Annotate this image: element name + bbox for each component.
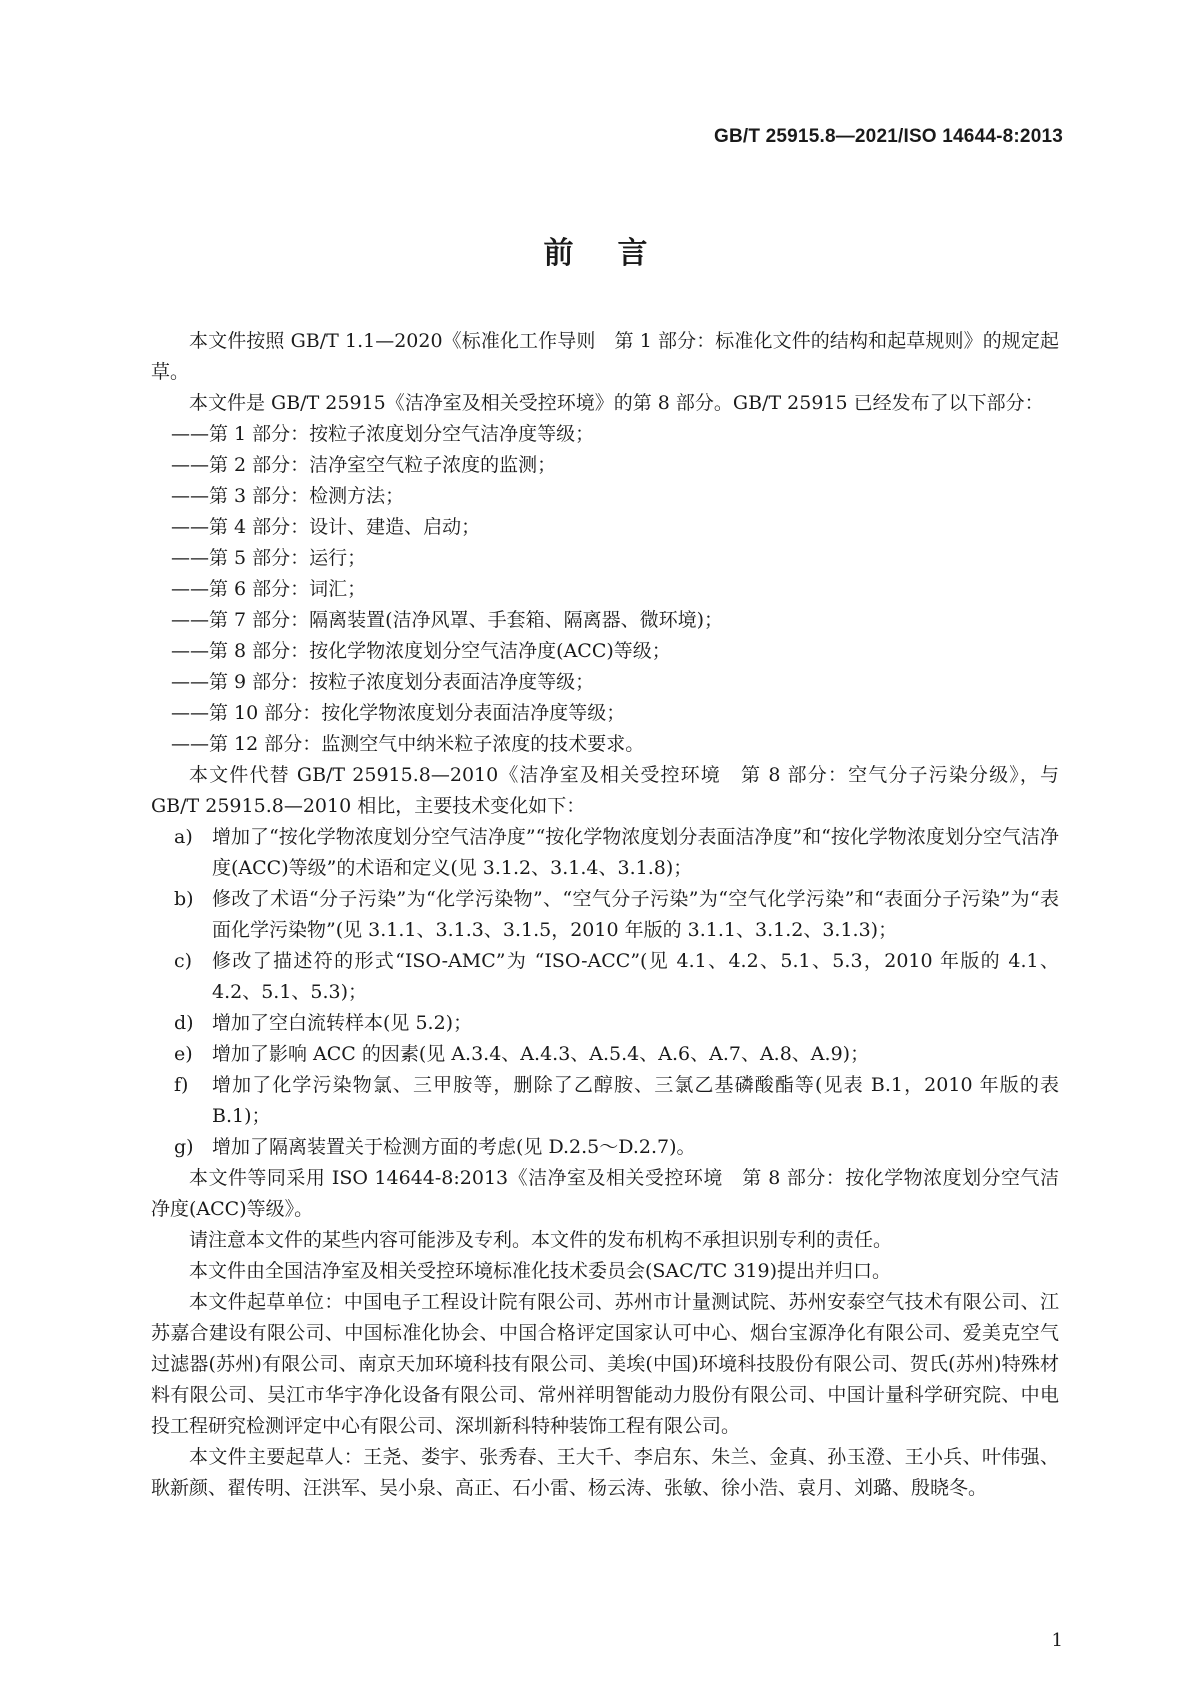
list-item: ——第 1 部分：按粒子浓度划分空气洁净度等级； bbox=[171, 423, 595, 445]
change-text: 增加了影响 ACC 的因素(见 A.3.4、A.4.3、A.5.4、A.6、A.7、A.8、A.9)； bbox=[212, 1043, 870, 1065]
change-label: b) bbox=[174, 888, 194, 910]
list-item: ——第 3 部分：检测方法； bbox=[171, 485, 405, 507]
paragraph-drafting-units: 本文件起草单位：中国电子工程设计院有限公司、苏州市计量测试院、苏州安泰空气技术有限公司、江苏嘉合建设有限公司、中国标准化协会、中国合格评定国家认可中心、烟台宝源净化有限公司、爱美克空气过滤器(苏州)有限公司、南京天加环境科技有限公司、美埃(中国)环境科技股份有限公司、贺氏(苏州)特殊材料有限公司、吴江市华宇净化设备有限公司、常州祥明智能动力股份有限公司、中国计量科学研究院、中电投工程研究检测评定中心有限公司、深圳新科特种装饰工程有限公司。 bbox=[151, 1291, 1059, 1437]
list-item: ——第 2 部分：洁净室空气粒子浓度的监测； bbox=[171, 454, 557, 476]
paragraph-series-intro: 本文件是 GB/T 25915《洁净室及相关受控环境》的第 8 部分。GB/T 25915 已经发布了以下部分： bbox=[189, 392, 1044, 414]
list-item: ——第 5 部分：运行； bbox=[171, 547, 367, 569]
change-label: e) bbox=[174, 1043, 193, 1065]
list-item: ——第 12 部分：监测空气中纳米粒子浓度的技术要求。 bbox=[171, 733, 645, 755]
list-item: ——第 9 部分：按粒子浓度划分表面洁净度等级； bbox=[171, 671, 595, 693]
paragraph-patent-notice: 请注意本文件的某些内容可能涉及专利。本文件的发布机构不承担识别专利的责任。 bbox=[189, 1229, 893, 1251]
list-item: ——第 10 部分：按化学物浓度划分表面洁净度等级； bbox=[171, 702, 626, 724]
change-label: f) bbox=[174, 1074, 189, 1096]
change-text: 增加了化学污染物氯、三甲胺等，删除了乙醇胺、三氯乙基磷酸酯等(见表 B.1，2010 年版的表 B.1)； bbox=[212, 1074, 1059, 1127]
change-label: a) bbox=[174, 826, 193, 848]
change-text: 修改了术语“分子污染”为“化学污染物”、“空气分子污染”为“空气化学污染”和“表面分子污染”为“表面化学污染物”(见 3.1.1、3.1.3、3.1.5，2010 年版的 3.1.1、3.1.2、3.1.3)； bbox=[212, 888, 1059, 941]
change-label: g) bbox=[174, 1136, 194, 1158]
change-label: c) bbox=[174, 950, 193, 972]
change-item bbox=[151, 946, 1059, 1008]
standard-code: GB/T 25915.8—2021/ISO 14644-8:2013 bbox=[713, 126, 1063, 147]
list-item: ——第 7 部分：隔离装置(洁净风罩、手套箱、隔离器、微环境)； bbox=[171, 609, 723, 631]
list-item: ——第 8 部分：按化学物浓度划分空气洁净度(ACC)等级； bbox=[171, 640, 671, 662]
change-text: 增加了隔离装置关于检测方面的考虑(见 D.2.5～D.2.7)。 bbox=[212, 1136, 696, 1158]
change-label: d) bbox=[174, 1012, 194, 1034]
parts-list bbox=[151, 419, 1059, 760]
page-title: 前言 bbox=[543, 236, 692, 271]
change-item bbox=[151, 1008, 1059, 1039]
document-body bbox=[151, 326, 1059, 1504]
paragraph-replaces: 本文件代替 GB/T 25915.8—2010《洁净室及相关受控环境 第 8 部分：空气分子污染分级》，与 GB/T 25915.8—2010 相比，主要技术变化如下： bbox=[151, 764, 1059, 817]
change-text: 增加了“按化学物浓度划分空气洁净度”“按化学物浓度划分表面洁净度”和“按化学物浓度划分空气洁净度(ACC)等级”的术语和定义(见 3.1.2、3.1.4、3.1.8)； bbox=[212, 826, 1059, 879]
page-number: 1 bbox=[1051, 1630, 1063, 1651]
change-item bbox=[151, 1132, 1059, 1163]
change-text: 增加了空白流转样本(见 5.2)； bbox=[212, 1012, 473, 1034]
paragraph-proposed-by: 本文件由全国洁净室及相关受控环境标准化技术委员会(SAC/TC 319)提出并归口。 bbox=[189, 1260, 892, 1282]
change-text: 修改了描述符的形式“ISO-AMC”为 “ISO-ACC”(见 4.1、4.2、5.1、5.3，2010 年版的 4.1、4.2、5.1、5.3)； bbox=[212, 950, 1059, 1003]
changes-list bbox=[151, 822, 1059, 1163]
list-item: ——第 6 部分：词汇； bbox=[171, 578, 367, 600]
change-item bbox=[151, 1039, 1059, 1070]
paragraph-drafters: 本文件主要起草人：王尧、娄宇、张秀春、王大千、李启东、朱兰、金真、孙玉澄、王小兵、叶伟强、耿新颜、翟传明、汪洪军、吴小泉、高正、石小雷、杨云涛、张敏、徐小浩、袁月、刘璐、殷晓冬。 bbox=[151, 1446, 1059, 1499]
change-item bbox=[151, 884, 1059, 946]
paragraph-drafting-rules: 本文件按照 GB/T 1.1—2020《标准化工作导则 第 1 部分：标准化文件的结构和起草规则》的规定起草。 bbox=[151, 330, 1059, 383]
paragraph-equivalence: 本文件等同采用 ISO 14644-8:2013《洁净室及相关受控环境 第 8 部分：按化学物浓度划分空气洁净度(ACC)等级》。 bbox=[151, 1167, 1059, 1220]
change-item bbox=[151, 822, 1059, 884]
list-item: ——第 4 部分：设计、建造、启动； bbox=[171, 516, 481, 538]
change-item bbox=[151, 1070, 1059, 1132]
